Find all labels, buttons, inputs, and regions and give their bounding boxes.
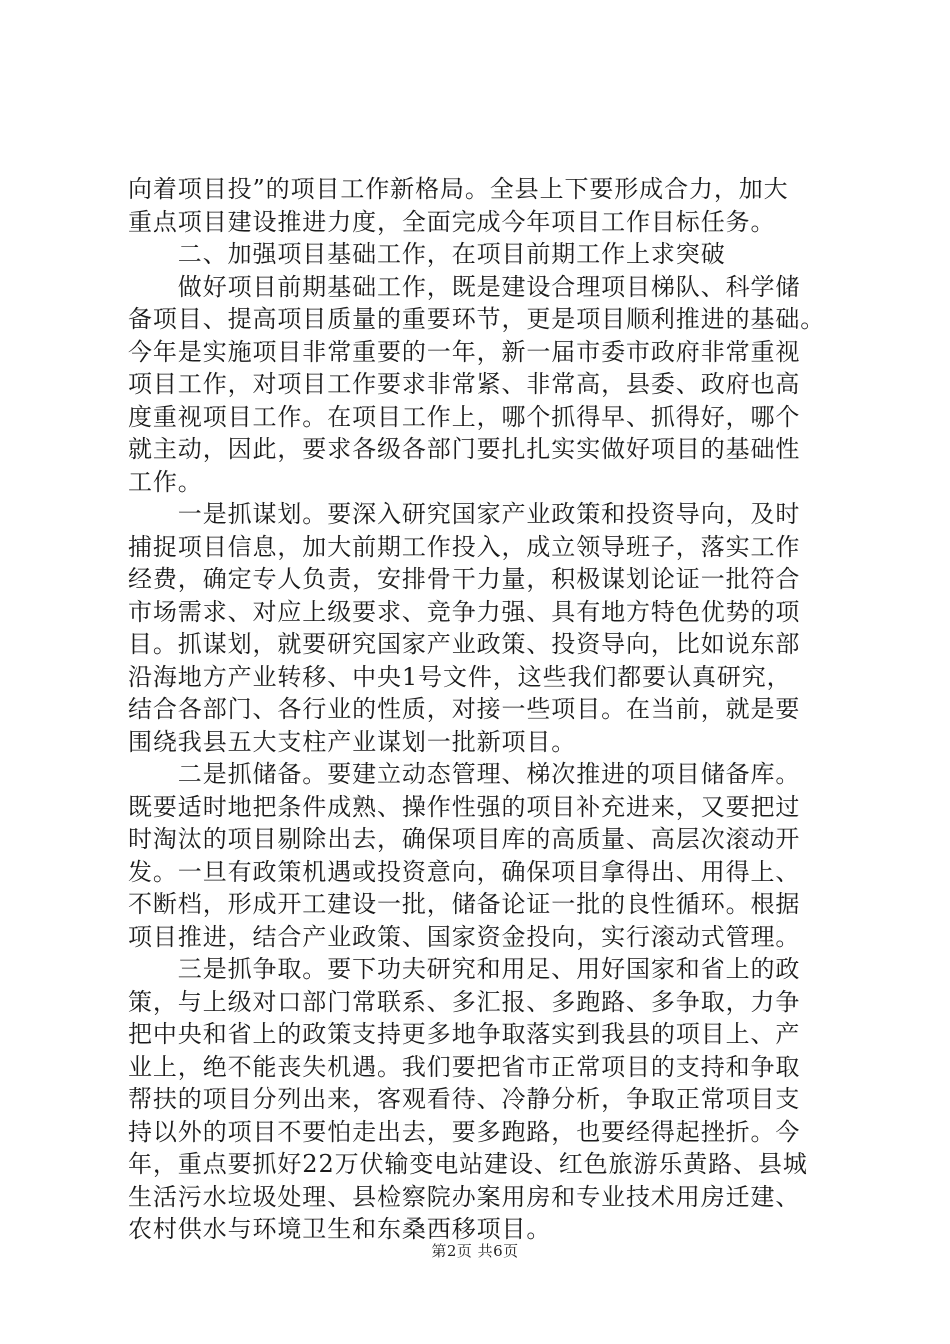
text-line: 生活污水垃圾处理、县检察院办案用房和专业技术用房迁建、	[128, 1182, 801, 1211]
text-line: 持以外的项目不要怕走出去，要多跑路，也要经得起挫折。今	[128, 1117, 801, 1146]
text-line: 年，重点要抓好22万伏输变电站建设、红色旅游乐黄路、县城	[128, 1150, 808, 1178]
text-line: 把中央和省上的政策支持更多地争取落实到我县的项目上、产	[128, 1020, 801, 1048]
text-line: 工作。	[128, 467, 203, 496]
text-line: 时淘汰的项目剔除出去，确保项目库的高质量、高层次滚动开	[128, 825, 801, 853]
text-line: 今年是实施项目非常重要的一年，新一届市委市政府非常重视	[128, 337, 801, 366]
text-line: 结合各部门、各行业的性质，对接一些项目。在当前，就是要	[128, 695, 801, 723]
page-footer: 第2页 共6页	[431, 1242, 519, 1260]
text-line: 做好项目前期基础工作，既是建设合理项目梯队、科学储	[128, 272, 801, 301]
text-line: 经费，确定专人负责，安排骨干力量，积极谋划论证一批符合	[128, 565, 801, 593]
text-line: 业上，绝不能丧失机遇。我们要把省市正常项目的支持和争取	[128, 1052, 801, 1081]
text-line: 不断档，形成开工建设一批，储备论证一批的良性循环。根据	[128, 890, 801, 918]
text-line: 向着项目投”的项目工作新格局。全县上下要形成合力，加大	[128, 175, 789, 203]
text-line: 既要适时地把条件成熟、操作性强的项目补充进来，又要把过	[128, 792, 801, 821]
text-line: 二、加强项目基础工作，在项目前期工作上求突破	[128, 240, 726, 268]
text-line: 项目工作，对项目工作要求非常紧、非常高，县委、政府也高	[128, 370, 801, 398]
text-line: 目。抓谋划，就要研究国家产业政策、投资导向，比如说东部	[128, 630, 801, 658]
text-line: 策，与上级对口部门常联系、多汇报、多跑路、多争取，力争	[128, 987, 801, 1016]
document-body	[128, 173, 848, 1246]
text-line: 沿海地方产业转移、中央1号文件，这些我们都要认真研究，	[128, 662, 792, 691]
text-line: 备项目、提高项目质量的重要环节，更是项目顺利推进的基础。	[128, 305, 826, 333]
text-line: 三是抓争取。要下功夫研究和用足、用好国家和省上的政	[128, 955, 801, 983]
text-line: 二是抓储备。要建立动态管理、梯次推进的项目储备库。	[128, 760, 801, 788]
text-line: 发。一旦有政策机遇或投资意向，确保项目拿得出、用得上、	[128, 857, 801, 886]
text-line: 项目推进，结合产业政策、国家资金投向，实行滚动式管理。	[128, 922, 801, 951]
text-line: 就主动，因此，要求各级各部门要扎扎实实做好项目的基础性	[128, 435, 801, 463]
text-line: 度重视项目工作。在项目工作上，哪个抓得早、抓得好，哪个	[128, 402, 801, 431]
text-line: 重点项目建设推进力度，全面完成今年项目工作目标任务。	[128, 207, 776, 236]
text-line: 一是抓谋划。要深入研究国家产业政策和投资导向，及时	[128, 500, 801, 528]
text-line: 围绕我县五大支柱产业谋划一批新项目。	[128, 727, 577, 756]
text-line: 市场需求、对应上级要求、竞争力强、具有地方特色优势的项	[128, 597, 801, 626]
text-line: 帮扶的项目分列出来，客观看待、冷静分析，争取正常项目支	[128, 1085, 801, 1113]
text-line: 捕捉项目信息，加大前期工作投入，成立领导班子，落实工作	[128, 532, 801, 561]
text-line: 农村供水与环境卫生和东桑西移项目。	[128, 1215, 552, 1243]
